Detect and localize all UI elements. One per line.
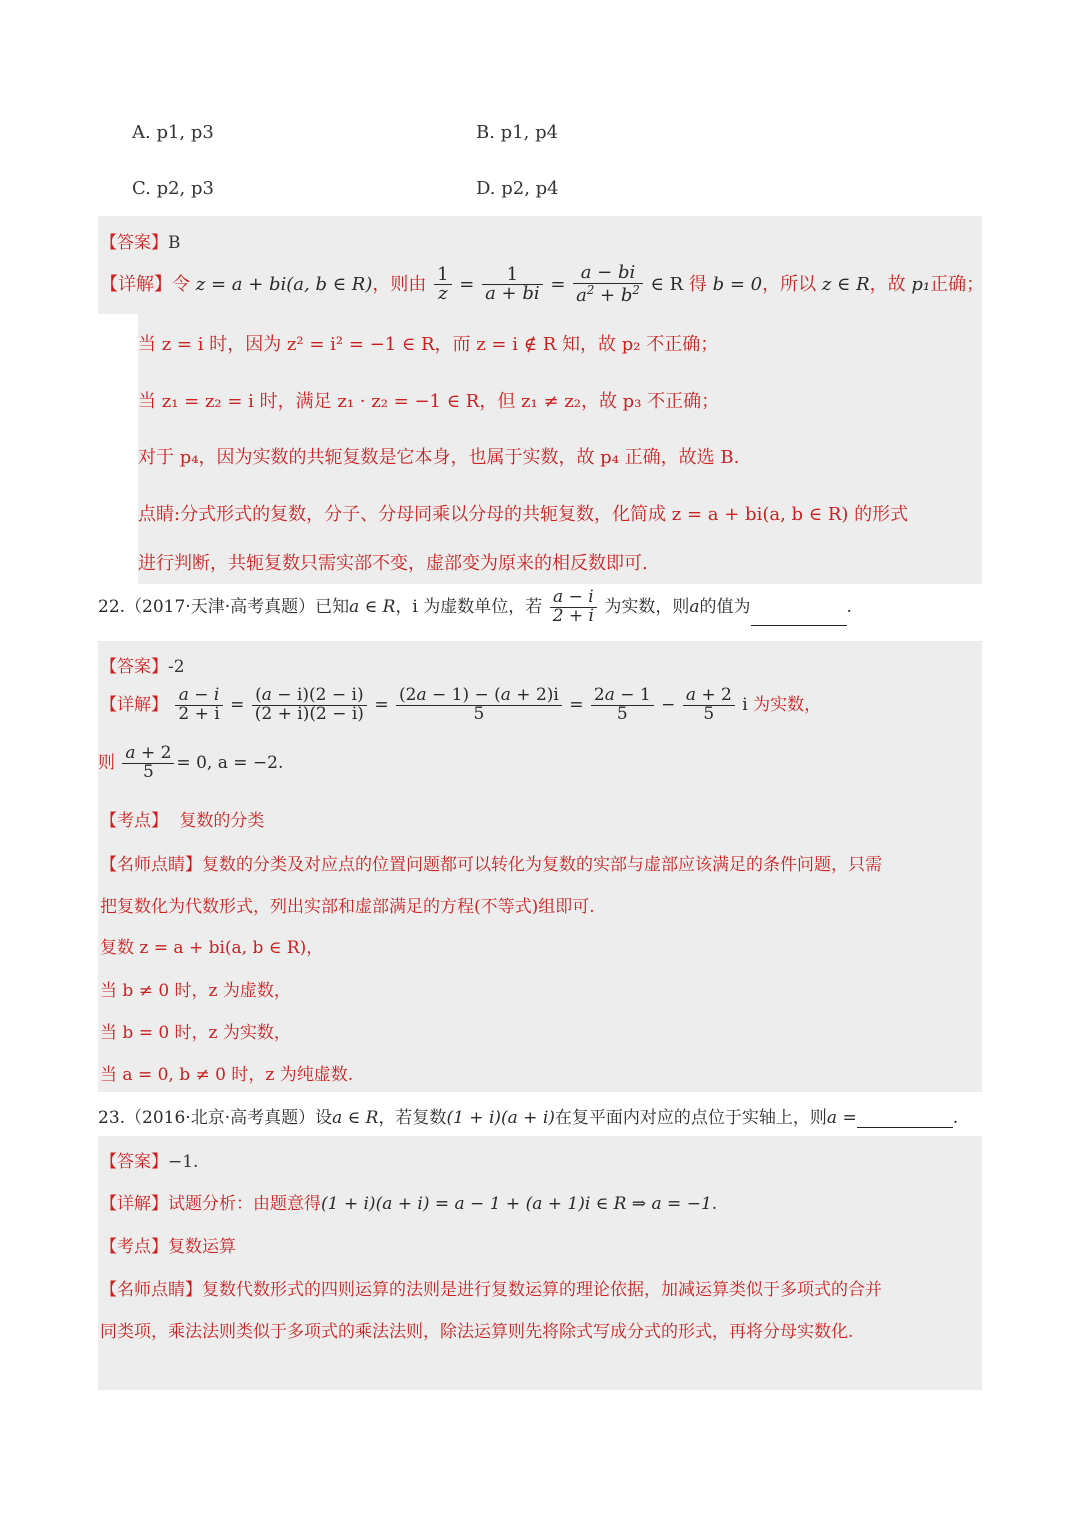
q22-kaodian-tag: 【考点】 bbox=[100, 811, 168, 831]
q22-detail-end: 为实数， bbox=[753, 694, 822, 715]
q22-title-e: a bbox=[689, 596, 700, 617]
q23-answer-tag: 【答案】 bbox=[100, 1152, 168, 1172]
q23-kaodian-value: 复数运算 bbox=[168, 1237, 236, 1257]
q23-kaodian-tag: 【考点】 bbox=[100, 1237, 168, 1257]
q21-answer-tag: 【答案】 bbox=[100, 233, 168, 253]
q22-kaodian-value: 复数的分类 bbox=[179, 811, 265, 831]
q21-detail-text1: 令 bbox=[172, 273, 190, 295]
q23-detail bbox=[100, 1189, 717, 1214]
q23-detail-math: (1 + i)(a + i) = a − 1 + (a + 1)i ∈ R ⇒ a = −1 bbox=[321, 1194, 712, 1214]
q22-answer-blank bbox=[751, 605, 847, 626]
q21-line6: 进行判断，共轭复数只需实部不变，虚部变为原来的相反数即可. bbox=[138, 553, 648, 574]
q22-kaodian bbox=[100, 806, 264, 831]
q21-z-def: z = a + bi(a, b ∈ R) bbox=[195, 273, 373, 295]
q22-answer-tag: 【答案】 bbox=[100, 657, 168, 677]
q22-line3: 当 b = 0 时，z 为实数， bbox=[100, 1023, 291, 1043]
q21-detail-text4: ，所以 bbox=[762, 273, 817, 295]
option-a: A. p1, p3 bbox=[132, 122, 214, 143]
q22-title-f: 的值为 bbox=[699, 596, 751, 617]
q21-p1: p₁ bbox=[911, 273, 931, 295]
q21-z-in-R: z ∈ R bbox=[821, 273, 870, 295]
q23-title-d: (1 + i)(a + i) bbox=[446, 1108, 555, 1128]
option-c: C. p2, p3 bbox=[132, 178, 214, 199]
q23-title-e: 在复平面内对应的点位于实轴上，则 bbox=[554, 1108, 827, 1128]
q23-detail-end: . bbox=[711, 1194, 718, 1214]
q22-then bbox=[98, 745, 283, 782]
q21-detail-tag: 【详解】 bbox=[100, 273, 172, 295]
q22-then-end: . bbox=[277, 752, 284, 773]
q21-fraction-chain: $\frac{1}{z}$ = $\frac{1}{a + bi}$ = $\frac{a - bi}{a^2 + b^2}$ ∈ R bbox=[432, 274, 689, 295]
q22-then-math: $\frac{a + 2}{5}$ = 0, a = −2. bbox=[120, 753, 283, 773]
q22-line1: 复数 z = a + bi(a, b ∈ R)， bbox=[100, 938, 324, 958]
q23-detail-tag: 【详解】 bbox=[100, 1194, 168, 1214]
q23-title-b: a ∈ R bbox=[332, 1108, 379, 1128]
q22-title-a: 22.（2017·天津·高考真题）已知 bbox=[98, 596, 350, 617]
q22-answer-value: -2 bbox=[168, 657, 185, 677]
q22-mingshi-text1: 复数的分类及对应点的位置问题都可以转化为复数的实部与虚部应该满足的条件问题，只需 bbox=[202, 855, 882, 875]
q23-mingshi-2: 同类项，乘法法则类似于多项式的乘法法则，除法运算则先将除式写成分式的形式，再将分母实数化. bbox=[100, 1322, 854, 1342]
q23-mingshi-text1: 复数代数形式的四则运算的法则是进行复数运算的理论依据，加减运算类似于多项式的合并 bbox=[202, 1280, 882, 1300]
q23-kaodian bbox=[100, 1232, 236, 1257]
q23-title-f: a = bbox=[826, 1108, 857, 1128]
q22-detail-tag: 【详解】 bbox=[100, 694, 168, 715]
q22-then-prefix: 则 bbox=[98, 752, 115, 773]
q23-title-end: . bbox=[952, 1108, 959, 1128]
q22-then-rest: = 0, a = −2 bbox=[176, 752, 278, 773]
q23-title bbox=[98, 1103, 958, 1128]
q22-title-c: ，i 为虚数单位，若 bbox=[395, 596, 543, 617]
q21-line3: 当 z₁ = z₂ = i 时，满足 z₁ · z₂ = −1 ∈ R，但 z₁ ≠ z₂，故 p₃ 不正确； bbox=[138, 391, 720, 412]
q21-line2: 当 z = i 时，因为 z² = i² = −1 ∈ R，而 z = i ∉ R 知，故 p₂ 不正确； bbox=[138, 334, 719, 355]
q23-answer-blank bbox=[857, 1107, 953, 1128]
q22-title-end: . bbox=[846, 596, 852, 617]
q22-title-b: a ∈ R bbox=[349, 596, 396, 617]
q21-detail-text5: ，故 bbox=[869, 273, 906, 295]
q21-detail-text6: 正确； bbox=[930, 273, 985, 295]
q23-title-a: 23.（2016·北京·高考真题）设 bbox=[98, 1108, 333, 1128]
q22-mingshi-tag: 【名师点睛】 bbox=[100, 855, 202, 875]
q23-solution-shade bbox=[98, 1136, 982, 1390]
q22-mingshi-1 bbox=[100, 850, 882, 875]
q22-line2: 当 b ≠ 0 时，z 为虚数， bbox=[100, 981, 291, 1001]
option-b: B. p1, p4 bbox=[476, 122, 559, 143]
q23-answer-value: −1. bbox=[168, 1152, 199, 1172]
q21-answer-value: B bbox=[168, 233, 181, 253]
q21-b-zero: b = 0 bbox=[712, 273, 763, 295]
q21-answer bbox=[100, 228, 181, 253]
q22-detail bbox=[100, 687, 821, 724]
q23-mingshi-1 bbox=[100, 1275, 882, 1300]
q21-detail bbox=[100, 264, 984, 306]
q22-fraction-chain: $\frac{a - i}{2 + i}$ = $\frac{(a - i)(2 - i)}{(2 + i)(2 - i)}$ = $\frac{(2a - 1) - (a + 2)i}{5}$ = $\frac{2a - 1}{5}$ − $\frac{a + 2}{5}$ i bbox=[173, 695, 753, 715]
q23-title-c: ，若复数 bbox=[378, 1108, 447, 1128]
q22-title-d: 为实数，则 bbox=[604, 596, 690, 617]
option-d: D. p2, p4 bbox=[476, 178, 559, 199]
q23-detail-text: 试题分析：由题意得 bbox=[168, 1194, 321, 1214]
q23-answer bbox=[100, 1147, 198, 1172]
q22-answer bbox=[100, 652, 185, 677]
q22-title-fraction: $\frac{a - i}{2 + i}$ bbox=[550, 589, 597, 626]
q21-detail-text2: ，则由 bbox=[372, 273, 427, 295]
q21-line4: 对于 p₄，因为实数的共轭复数是它本身，也属于实数，故 p₄ 正确，故选 B. bbox=[138, 447, 740, 468]
q22-mingshi-2: 把复数化为代数形式，列出实部和虚部满足的方程(不等式)组即可. bbox=[100, 897, 595, 917]
q23-mingshi-tag: 【名师点睛】 bbox=[100, 1280, 202, 1300]
q22-title bbox=[98, 589, 852, 626]
q22-line4: 当 a = 0, b ≠ 0 时，z 为纯虚数. bbox=[100, 1065, 354, 1085]
q21-detail-text3: 得 bbox=[688, 273, 707, 295]
q21-line5: 点睛:分式形式的复数，分子、分母同乘以分母的共轭复数，化简成 z = a + bi(a, b ∈ R) 的形式 bbox=[138, 504, 909, 525]
